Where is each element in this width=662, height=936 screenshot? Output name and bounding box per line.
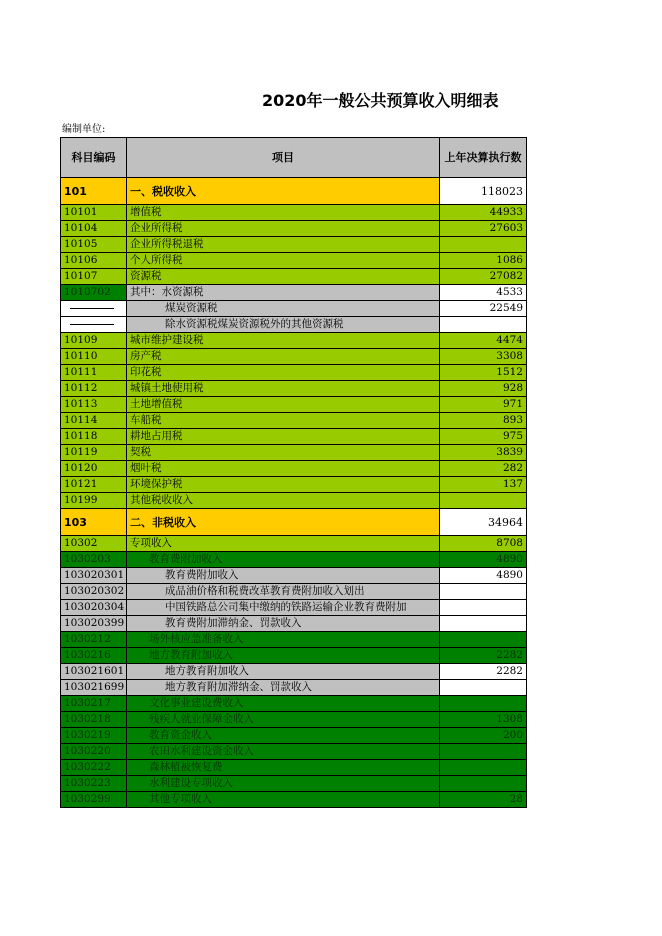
dash-line bbox=[70, 308, 114, 309]
table-row bbox=[61, 584, 527, 600]
row-code-cell: 10107 bbox=[61, 269, 127, 285]
row-code-cell: 10120 bbox=[61, 461, 127, 477]
table-row bbox=[61, 301, 527, 317]
row-amount-cell bbox=[440, 237, 527, 253]
table-row bbox=[61, 178, 527, 205]
table-row bbox=[61, 600, 527, 616]
row-amount-cell: 975 bbox=[440, 429, 527, 445]
row-item-cell: 城镇土地使用税 bbox=[127, 381, 440, 397]
table-row bbox=[61, 632, 527, 648]
row-item-cell: 煤炭资源税 bbox=[127, 301, 440, 317]
unit-label: 编制单位: bbox=[62, 124, 106, 135]
row-item-cell: 教育费附加收入 bbox=[127, 568, 440, 584]
row-amount-cell: 3839 bbox=[440, 445, 527, 461]
row-item-cell: 土地增值税 bbox=[127, 397, 440, 413]
row-amount-cell bbox=[440, 696, 527, 712]
row-item-cell: 烟叶税 bbox=[127, 461, 440, 477]
row-amount-cell bbox=[440, 493, 527, 509]
table-row bbox=[61, 205, 527, 221]
table-row bbox=[61, 760, 527, 776]
row-item-cell: 除水资源税煤炭资源税外的其他资源税 bbox=[127, 317, 440, 333]
table-row bbox=[61, 792, 527, 808]
row-code-cell: 103 bbox=[61, 509, 127, 536]
row-amount-cell bbox=[440, 760, 527, 776]
row-item-cell: 专项收入 bbox=[127, 536, 440, 552]
row-item-cell: 耕地占用税 bbox=[127, 429, 440, 445]
row-code-cell: 10302 bbox=[61, 536, 127, 552]
row-amount-cell: 1086 bbox=[440, 253, 527, 269]
table-row bbox=[61, 461, 527, 477]
row-code-cell: 10112 bbox=[61, 381, 127, 397]
row-amount-cell: 2282 bbox=[440, 648, 527, 664]
table-row bbox=[61, 221, 527, 237]
row-code-cell: 10121 bbox=[61, 477, 127, 493]
row-item-cell: 成品油价格和税费改革教育费附加收入划出 bbox=[127, 584, 440, 600]
row-item-cell: 契税 bbox=[127, 445, 440, 461]
table-row bbox=[61, 568, 527, 584]
row-amount-cell bbox=[440, 616, 527, 632]
row-item-cell: 残疾人就业保障金收入 bbox=[127, 712, 440, 728]
row-code-cell: 103020304 bbox=[61, 600, 127, 616]
table-row bbox=[61, 237, 527, 253]
row-code-cell bbox=[61, 301, 127, 317]
table-row bbox=[61, 333, 527, 349]
row-code-cell: 1030222 bbox=[61, 760, 127, 776]
row-amount-cell bbox=[440, 584, 527, 600]
row-item-cell: 地方教育附加收入 bbox=[127, 648, 440, 664]
table-row bbox=[61, 253, 527, 269]
table-row bbox=[61, 664, 527, 680]
header-code: 科目编码 bbox=[61, 138, 127, 178]
row-code-cell: 10104 bbox=[61, 221, 127, 237]
row-code-cell: 1030299 bbox=[61, 792, 127, 808]
row-item-cell: 地方教育附加收入 bbox=[127, 664, 440, 680]
row-item-cell: 教育资金收入 bbox=[127, 728, 440, 744]
row-code-cell: 103020399 bbox=[61, 616, 127, 632]
row-code-cell: 10105 bbox=[61, 237, 127, 253]
table-row bbox=[61, 616, 527, 632]
row-item-cell: 印花税 bbox=[127, 365, 440, 381]
row-item-cell: 场外核应急准备收入 bbox=[127, 632, 440, 648]
row-item-cell: 水利建设专项收入 bbox=[127, 776, 440, 792]
row-amount-cell: 4533 bbox=[440, 285, 527, 301]
row-code-cell: 10113 bbox=[61, 397, 127, 413]
row-item-cell: 企业所得税 bbox=[127, 221, 440, 237]
row-code-cell: 1010702 bbox=[61, 285, 127, 301]
table-row bbox=[61, 493, 527, 509]
row-amount-cell bbox=[440, 680, 527, 696]
row-amount-cell bbox=[440, 632, 527, 648]
table-row bbox=[61, 317, 527, 333]
header-amount: 上年决算执行数 bbox=[440, 138, 527, 178]
dash-line bbox=[70, 324, 114, 325]
table-row bbox=[61, 776, 527, 792]
row-amount-cell: 137 bbox=[440, 477, 527, 493]
row-amount-cell: 4890 bbox=[440, 552, 527, 568]
table-row bbox=[61, 397, 527, 413]
table-row bbox=[61, 696, 527, 712]
row-item-cell: 森林植被恢复费 bbox=[127, 760, 440, 776]
row-item-cell: 农田水利建设资金收入 bbox=[127, 744, 440, 760]
row-item-cell: 教育费附加收入 bbox=[127, 552, 440, 568]
budget-table bbox=[60, 137, 527, 808]
row-item-cell: 教育费附加滞纳金、罚款收入 bbox=[127, 616, 440, 632]
table-row bbox=[61, 429, 527, 445]
row-item-cell: 环境保护税 bbox=[127, 477, 440, 493]
header-item: 项目 bbox=[127, 138, 440, 178]
table-row bbox=[61, 413, 527, 429]
row-amount-cell: 34964 bbox=[440, 509, 527, 536]
row-amount-cell: 27082 bbox=[440, 269, 527, 285]
row-code-cell: 1030212 bbox=[61, 632, 127, 648]
row-code-cell: 10106 bbox=[61, 253, 127, 269]
row-code-cell: 103021699 bbox=[61, 680, 127, 696]
row-amount-cell: 4474 bbox=[440, 333, 527, 349]
table-body bbox=[61, 178, 527, 808]
row-item-cell: 一、税收收入 bbox=[127, 178, 440, 205]
row-code-cell: 10118 bbox=[61, 429, 127, 445]
table-row bbox=[61, 445, 527, 461]
page-title: 2020年一般公共预算收入明细表 bbox=[262, 91, 499, 110]
table-row bbox=[61, 349, 527, 365]
row-amount-cell: 3308 bbox=[440, 349, 527, 365]
table-row bbox=[61, 285, 527, 301]
row-amount-cell: 1308 bbox=[440, 712, 527, 728]
header-row bbox=[61, 138, 527, 178]
row-code-cell: 103021601 bbox=[61, 664, 127, 680]
row-amount-cell: 282 bbox=[440, 461, 527, 477]
row-amount-cell bbox=[440, 744, 527, 760]
row-code-cell: 10110 bbox=[61, 349, 127, 365]
row-amount-cell: 8708 bbox=[440, 536, 527, 552]
row-amount-cell: 200 bbox=[440, 728, 527, 744]
table-row bbox=[61, 477, 527, 493]
table-row bbox=[61, 680, 527, 696]
row-code-cell: 10114 bbox=[61, 413, 127, 429]
row-code-cell: 1030219 bbox=[61, 728, 127, 744]
row-amount-cell: 44933 bbox=[440, 205, 527, 221]
table-row bbox=[61, 712, 527, 728]
table-row bbox=[61, 728, 527, 744]
row-item-cell: 资源税 bbox=[127, 269, 440, 285]
row-amount-cell bbox=[440, 600, 527, 616]
row-amount-cell bbox=[440, 776, 527, 792]
row-code-cell: 103020301 bbox=[61, 568, 127, 584]
row-item-cell: 个人所得税 bbox=[127, 253, 440, 269]
row-code-cell: 10119 bbox=[61, 445, 127, 461]
row-code-cell: 1030218 bbox=[61, 712, 127, 728]
row-code-cell: 10109 bbox=[61, 333, 127, 349]
row-amount-cell: 22549 bbox=[440, 301, 527, 317]
row-item-cell: 房产税 bbox=[127, 349, 440, 365]
row-item-cell: 企业所得税退税 bbox=[127, 237, 440, 253]
row-code-cell: 103020302 bbox=[61, 584, 127, 600]
table-row bbox=[61, 365, 527, 381]
row-amount-cell: 27603 bbox=[440, 221, 527, 237]
row-amount-cell: 971 bbox=[440, 397, 527, 413]
row-item-cell: 车船税 bbox=[127, 413, 440, 429]
row-code-cell: 10199 bbox=[61, 493, 127, 509]
row-item-cell: 地方教育附加滞纳金、罚款收入 bbox=[127, 680, 440, 696]
row-item-cell: 其中：水资源税 bbox=[127, 285, 440, 301]
row-code-cell: 101 bbox=[61, 178, 127, 205]
table-row bbox=[61, 552, 527, 568]
row-amount-cell: 2282 bbox=[440, 664, 527, 680]
row-amount-cell: 1512 bbox=[440, 365, 527, 381]
table-row bbox=[61, 509, 527, 536]
table-row bbox=[61, 536, 527, 552]
row-code-cell: 1030223 bbox=[61, 776, 127, 792]
row-item-cell: 中国铁路总公司集中缴纳的铁路运输企业教育费附加 bbox=[127, 600, 440, 616]
row-amount-cell: 118023 bbox=[440, 178, 527, 205]
row-amount-cell: 4890 bbox=[440, 568, 527, 584]
row-amount-cell: 893 bbox=[440, 413, 527, 429]
row-item-cell: 其他专项收入 bbox=[127, 792, 440, 808]
row-item-cell: 城市维护建设税 bbox=[127, 333, 440, 349]
row-amount-cell: 28 bbox=[440, 792, 527, 808]
table-row bbox=[61, 381, 527, 397]
row-code-cell: 1030220 bbox=[61, 744, 127, 760]
table-row bbox=[61, 269, 527, 285]
row-code-cell: 10111 bbox=[61, 365, 127, 381]
row-code-cell bbox=[61, 317, 127, 333]
row-code-cell: 1030203 bbox=[61, 552, 127, 568]
table-row bbox=[61, 744, 527, 760]
row-item-cell: 增值税 bbox=[127, 205, 440, 221]
row-code-cell: 10101 bbox=[61, 205, 127, 221]
row-code-cell: 1030217 bbox=[61, 696, 127, 712]
row-item-cell: 其他税收收入 bbox=[127, 493, 440, 509]
row-item-cell: 二、非税收入 bbox=[127, 509, 440, 536]
table-row bbox=[61, 648, 527, 664]
row-amount-cell bbox=[440, 317, 527, 333]
row-item-cell: 文化事业建设费收入 bbox=[127, 696, 440, 712]
row-code-cell: 1030216 bbox=[61, 648, 127, 664]
row-amount-cell: 928 bbox=[440, 381, 527, 397]
